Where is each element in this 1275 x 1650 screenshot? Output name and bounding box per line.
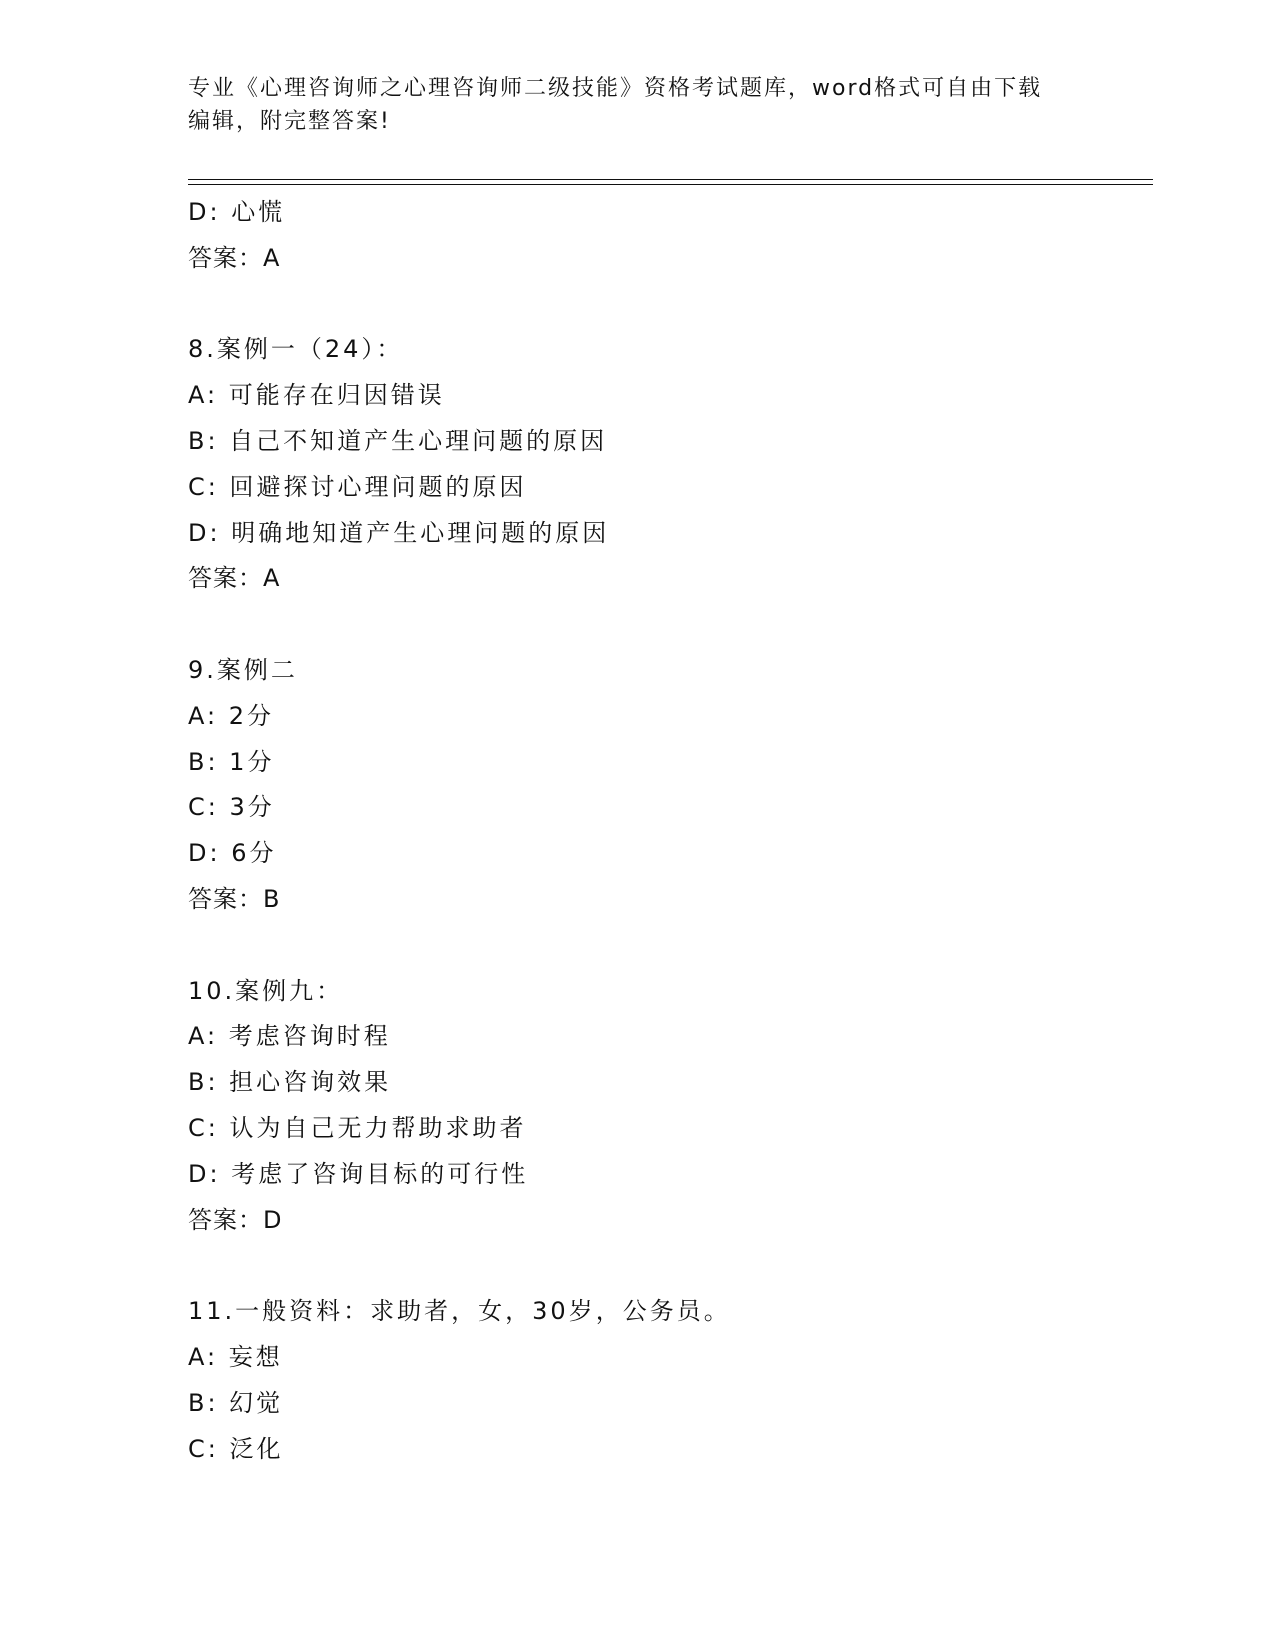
answer-line [188, 236, 1153, 282]
answer-option: D: 明确地知道产生心理问题的原因 [188, 518, 610, 547]
answer-option: D: 心慌 [188, 198, 286, 226]
answer-option: A: 考虑咨询时程 [188, 1022, 391, 1051]
answer-option: C: 3分 [188, 793, 275, 822]
question-block [188, 190, 1153, 327]
header-divider-bottom [188, 184, 1153, 185]
answer-value: B [263, 884, 281, 913]
answer-option: D: 考虑了咨询目标的可行性 [188, 1159, 529, 1188]
answer-option: C: 认为自己无力帮助求助者 [188, 1113, 527, 1142]
question-block [188, 969, 1153, 1290]
answer-label: 答案： [188, 884, 263, 913]
answer-line [188, 556, 1153, 602]
question-text: 11.一般资料：求助者，女，30岁，公务员。 [188, 1297, 731, 1326]
question-list [188, 190, 1153, 1472]
answer-option: A: 可能存在归因错误 [188, 381, 445, 410]
document-header [188, 72, 1088, 138]
block-spacer [188, 1243, 1153, 1289]
header-line-2: 编辑，附完整答案! [188, 109, 391, 134]
question-text: 9.案例二 [188, 655, 298, 684]
answer-option: C: 泛化 [188, 1434, 284, 1463]
answer-option: B: 1分 [188, 747, 275, 776]
block-spacer [188, 282, 1153, 328]
question-text: 10.案例九： [188, 976, 344, 1005]
question-text: 8.案例一（24）： [188, 335, 404, 364]
question-block [188, 648, 1153, 969]
answer-value: A [263, 243, 281, 272]
answer-option: B: 担心咨询效果 [188, 1068, 392, 1097]
question-block [188, 327, 1153, 648]
answer-option: B: 幻觉 [188, 1388, 284, 1417]
answer-line [188, 1198, 1153, 1244]
answer-option: A: 2分 [188, 701, 274, 730]
block-spacer [188, 602, 1153, 648]
answer-line [188, 877, 1153, 923]
answer-option: A: 妄想 [188, 1342, 283, 1371]
answer-label: 答案： [188, 564, 263, 593]
answer-value: A [263, 564, 281, 593]
block-spacer [188, 923, 1153, 969]
answer-option: B: 自己不知道产生心理问题的原因 [188, 426, 608, 455]
answer-value: D [263, 1205, 283, 1234]
answer-label: 答案： [188, 243, 263, 272]
answer-option: D: 6分 [188, 839, 277, 868]
answer-option: C: 回避探讨心理问题的原因 [188, 472, 527, 501]
header-line-1: 专业《心理咨询师之心理咨询师二级技能》资格考试题库，word格式可自由下载 [188, 76, 1043, 101]
answer-label: 答案： [188, 1205, 263, 1234]
question-block [188, 1289, 1153, 1472]
header-divider-top [188, 179, 1153, 180]
